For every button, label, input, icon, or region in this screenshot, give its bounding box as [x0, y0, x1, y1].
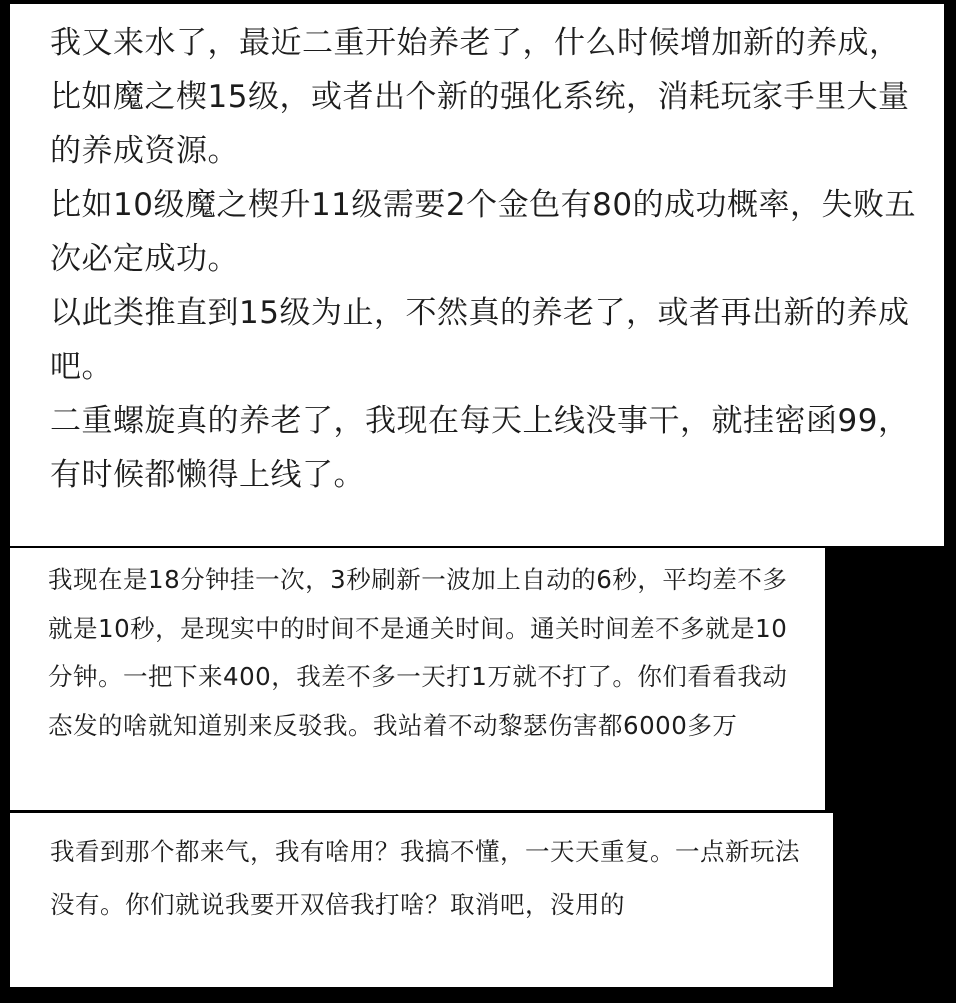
post-text-panel [10, 4, 944, 546]
post-paragraph: 以此类推直到15级为止，不然真的养老了，或者再出新的养成吧。 [50, 295, 910, 385]
post-paragraph: 二重螺旋真的养老了，我现在每天上线没事干，就挂密函99，有时候都懒得上线了。 [50, 403, 910, 493]
reply-text: 我看到那个都来气，我有啥用？我搞不懂，一天天重复。一点新玩法没有。你们就说我要开双倍我打啥？取消吧，没用的 [50, 837, 800, 919]
reply-panel-2 [10, 813, 833, 987]
reply-panel-1 [10, 548, 825, 810]
reply-text: 我现在是18分钟挂一次，3秒刷新一波加上自动的6秒，平均差不多就是10秒，是现实中的时间不是通关时间。通关时间差不多就是10分钟。一把下来400，我差不多一天打1万就不打了。你们看看我动态发的啥就知道别来反驳我。我站着不动黎瑟伤害都6000多万 [48, 565, 788, 740]
post-paragraph: 我又来水了，最近二重开始养老了，什么时候增加新的养成，比如魔之楔15级，或者出个新的强化系统，消耗玩家手里大量的养成资源。 [50, 25, 910, 169]
post-paragraph: 比如10级魔之楔升11级需要2个金色有80的成功概率，失败五次必定成功。 [50, 187, 917, 277]
